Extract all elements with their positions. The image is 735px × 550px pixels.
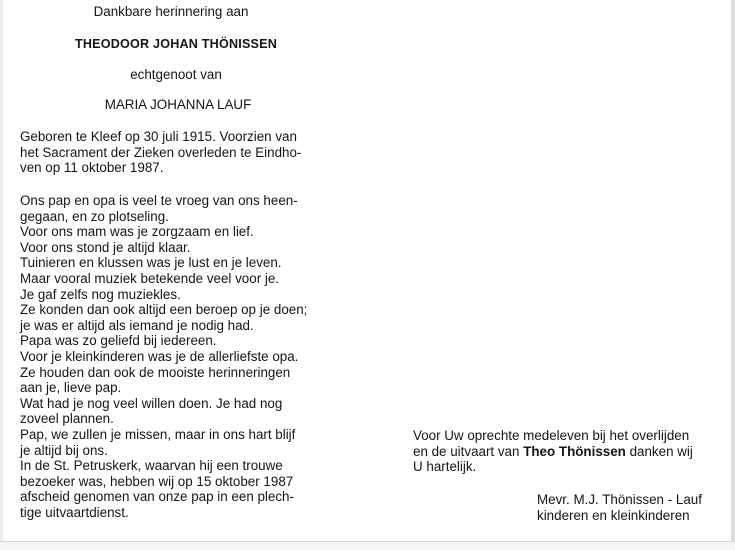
poem-line: bezoeker was, hebben wij op 15 oktober 1987 — [20, 473, 294, 489]
intro-text: Dankbare herinnering aan — [93, 4, 249, 19]
spouse-name: MARIA JOHANNA LAUF — [104, 97, 252, 112]
poem-line: Voor ons mam was je zorgzaam en lief. — [20, 224, 254, 240]
poem-line: je altijd bij ons. — [20, 442, 108, 458]
biography — [20, 129, 338, 176]
biography-line: ven op 11 oktober 1987. — [20, 160, 164, 176]
poem-line: je was er altijd als iemand je nodig had. — [20, 317, 254, 333]
poem-line: Maar vooral muziek betekende veel voor je. — [20, 270, 280, 286]
poem-line: zoveel plannen. — [20, 411, 114, 427]
poem-line: Ze konden dan ook altijd een beroep op je doen; — [20, 302, 308, 318]
signature-line: Mevr. M.J. Thönissen - Lauf — [537, 492, 702, 507]
poem-line: In de St. Petruskerk, waarvan hij een trouwe — [20, 458, 283, 474]
poem-line: Ons pap en opa is veel te vroeg van ons heen- — [20, 193, 298, 208]
thanks-line: Voor Uw oprechte medeleven bij het overlijden — [413, 428, 690, 443]
poem-line: Ze houden dan ook de mooiste herinneringen — [20, 364, 291, 380]
thanks-line: U hartelijk. — [413, 459, 477, 475]
deceased-name: THEODOOR JOHAN THÖNISSEN — [74, 37, 278, 51]
poem-line: Je gaf zelfs nog muziekles. — [20, 286, 181, 302]
thanks-text: en de uitvaart van — [413, 443, 524, 459]
poem — [20, 193, 338, 520]
biography-line: het Sacrament der Zieken overleden te Eindho- — [20, 144, 302, 160]
poem-line: Pap, we zullen je missen, maar in ons hart blijf — [20, 426, 296, 442]
poem-line: Voor je kleinkinderen was je de allerliefste opa. — [20, 348, 299, 364]
thanks-name: Theo Thönissen — [523, 443, 626, 459]
signature-block — [537, 492, 727, 523]
poem-line: gegaan, en zo plotseling. — [20, 208, 169, 224]
poem-line: Wat had je nog veel willen doen. Je had nog — [20, 395, 283, 411]
signature-line: kinderen en kleinkinderen — [537, 507, 690, 523]
thanks-text: danken wij — [625, 443, 693, 459]
scan-edge-left — [0, 0, 3, 549]
poem-line: tige uitvaartdienst. — [20, 504, 129, 520]
scan-edge-right — [731, 0, 735, 549]
relation-text: echtgenoot van — [130, 67, 222, 82]
biography-line: Geboren te Kleef op 30 juli 1915. Voorzien van — [20, 129, 297, 144]
poem-line: afscheid genomen van onze pap in een plech- — [20, 489, 294, 505]
thanks-line — [413, 444, 713, 460]
poem-line: Voor ons stond je altijd klaar. — [20, 239, 191, 255]
thanks-block — [413, 428, 713, 475]
poem-line: Tuinieren en klussen was je lust en je leven. — [20, 255, 282, 271]
poem-line: aan je, lieve pap. — [20, 380, 122, 396]
poem-line: Papa was zo geliefd bij iedereen. — [20, 333, 217, 349]
